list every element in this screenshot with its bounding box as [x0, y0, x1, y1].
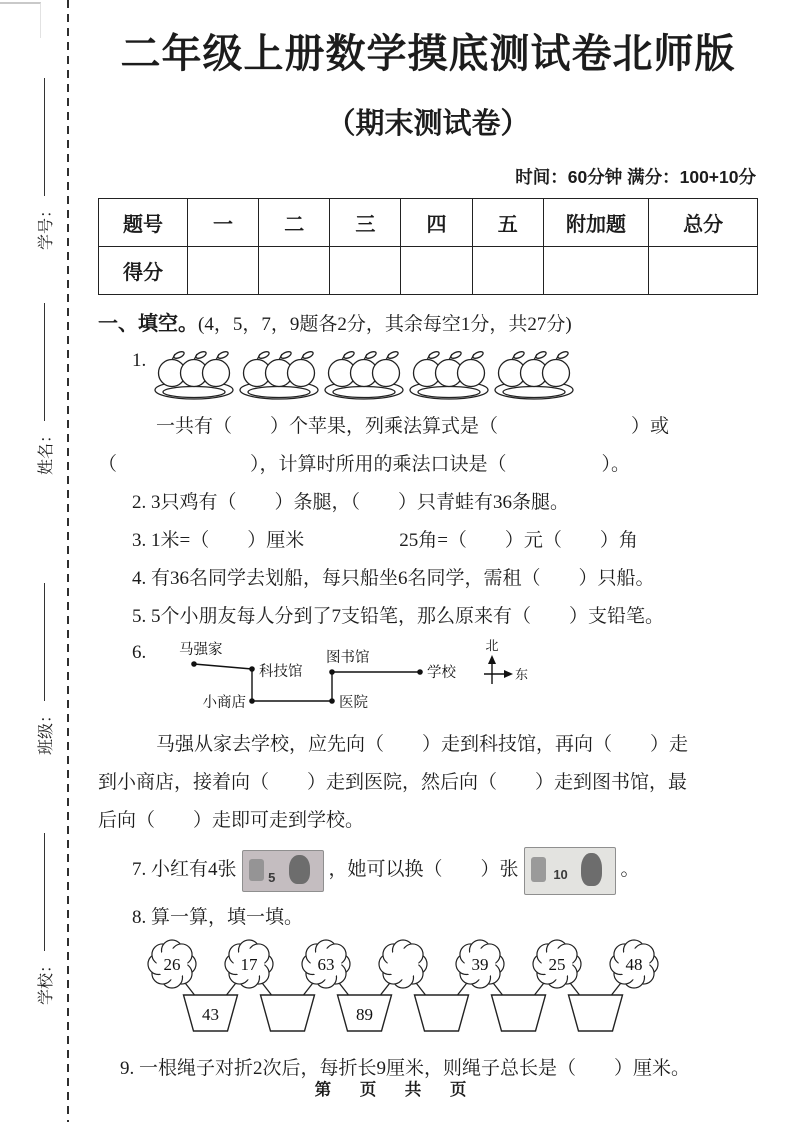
- map-dot-school: [417, 669, 423, 675]
- question-8-label: 8. 算一算，填一填。: [132, 906, 304, 928]
- map-dot-shop: [249, 698, 255, 704]
- banknote-seal: [249, 859, 264, 881]
- basket-number: 89: [356, 1004, 373, 1024]
- banknote-5-yuan: [242, 850, 324, 892]
- margin-field-class: [33, 575, 55, 755]
- question-7-text-2: ，她可以换（ ）张: [328, 859, 519, 880]
- score-row-label: 得分: [99, 247, 188, 295]
- header-part-1: 一: [187, 199, 258, 247]
- flower-number: 25: [548, 954, 566, 974]
- margin-field-school: [33, 825, 55, 1005]
- score-table: [98, 198, 758, 295]
- compass-east-label: 东: [515, 667, 529, 682]
- question-3: 3. 1米=（ ）厘米 25角=（ ）元（ ）角: [132, 530, 638, 551]
- flower-number: 26: [163, 954, 181, 974]
- name-blank-line: [44, 303, 45, 421]
- banknote-seal: [531, 857, 546, 882]
- banknote-portrait: [581, 853, 602, 886]
- score-cell: [401, 247, 472, 295]
- route-map-diagram: [152, 638, 537, 722]
- school-label: 学校：: [37, 956, 55, 1005]
- score-cell: [543, 247, 648, 295]
- flower-row: [148, 940, 658, 988]
- score-table-score-row: [99, 247, 758, 295]
- question-9: 9. 一根绳子对折2次后，每折长9厘米，则绳子总长是（ ）厘米。: [120, 1057, 691, 1079]
- apple-plate: [325, 350, 403, 399]
- section-one-note: (4，5，7，9题各2分，其余每空1分，共27分): [198, 314, 572, 335]
- header-total: 总分: [649, 199, 758, 247]
- margin-field-student-id: [33, 70, 55, 250]
- question-6-line-1: 马强从家去学校，应先向（ ）走到科技馆，再向（ ）走: [156, 734, 689, 755]
- question-6-map-row: [98, 638, 758, 722]
- map-label-library: 图书馆: [326, 650, 370, 666]
- score-cell: [330, 247, 401, 295]
- question-7-text-1: 7. 小红有4张: [132, 859, 237, 880]
- scan-corner-mark: [0, 2, 41, 38]
- banknote-portrait: [289, 855, 310, 884]
- apple-plates-illustration: [152, 346, 577, 404]
- name-label: 姓名：: [37, 426, 55, 475]
- student-id-blank-line: [44, 78, 45, 196]
- page-footer: 第 页 共 页: [314, 1081, 479, 1099]
- score-cell: [472, 247, 543, 295]
- score-table-header-row: [99, 199, 758, 247]
- flower-number: 17: [240, 954, 258, 974]
- flower-number: 63: [317, 954, 335, 974]
- page-subtitle: （期末测试卷）: [326, 108, 530, 140]
- flower-number: 39: [471, 954, 489, 974]
- map-dot-home: [191, 661, 197, 667]
- header-part-3: 三: [330, 199, 401, 247]
- header-question-no: 题号: [99, 199, 188, 247]
- apple-plate: [410, 350, 488, 399]
- binding-dashed-line: [67, 0, 69, 1122]
- page-title: 二年级上册数学摸底测试卷北师版: [120, 32, 736, 76]
- question-2: 2. 3只鸡有（ ）条腿，（ ）只青蛙有36条腿。: [132, 492, 570, 513]
- section-one-title: 一、填空。: [98, 313, 198, 335]
- flower-number: 48: [625, 954, 643, 974]
- map-label-home: 马强家: [179, 642, 223, 658]
- question-4: 4. 有36名同学去划船，每只船坐6名同学，需租（ ）只船。: [132, 568, 655, 589]
- question-1-illustration-row: [98, 346, 758, 404]
- map-label-school: 学校: [427, 665, 457, 681]
- compass-icon: [484, 638, 528, 684]
- header-part-4: 四: [401, 199, 472, 247]
- student-id-label: 学号：: [37, 201, 55, 250]
- apple-plate: [495, 350, 573, 399]
- class-label: 班级：: [37, 706, 55, 755]
- margin-field-name: [33, 295, 55, 475]
- banknote-10-yuan: [524, 847, 616, 895]
- question-6-line-3: 后向（ ）走即可走到学校。: [98, 810, 365, 831]
- question-7-text-3: 。: [620, 859, 640, 880]
- score-cell: [187, 247, 258, 295]
- banknote-denomination: 5: [268, 869, 276, 885]
- compass-north-label: 北: [485, 638, 499, 653]
- class-blank-line: [44, 583, 45, 701]
- question-6-number: 6.: [132, 642, 147, 663]
- question-1-number: 1.: [132, 350, 147, 371]
- basket-number: 43: [202, 1004, 219, 1024]
- question-6-line-2: 到小商店，接着向（ ）走到医院，然后向（ ）走到图书馆，最: [98, 772, 688, 793]
- header-part-5: 五: [472, 199, 543, 247]
- section-one-heading: [98, 309, 758, 340]
- map-label-tech: 科技馆: [259, 664, 303, 680]
- map-dot-tech: [249, 666, 255, 672]
- header-part-2: 二: [259, 199, 330, 247]
- banknote-denomination: 10: [553, 866, 568, 882]
- apple-plate: [240, 350, 318, 399]
- map-dot-library: [329, 669, 335, 675]
- header-bonus: 附加题: [543, 199, 648, 247]
- map-label-shop: 小商店: [202, 695, 247, 711]
- flower-basket-sum-diagram: [142, 937, 687, 1037]
- question-5: 5. 5个小朋友每人分到了7支铅笔，那么原来有（ ）支铅笔。: [132, 606, 665, 627]
- question-1-line-1: 一共有（ ）个苹果，列乘法算式是（ ）或: [156, 416, 670, 437]
- question-7: [98, 846, 758, 895]
- apple-plate: [155, 350, 233, 399]
- score-cell: [259, 247, 330, 295]
- school-blank-line: [44, 833, 45, 951]
- time-score-meta: 时间：60分钟 满分：100+10分: [515, 167, 756, 187]
- basket-row: [184, 995, 623, 1031]
- map-dot-hospital: [329, 698, 335, 704]
- question-1-line-2: （ ），计算时所用的乘法口诀是（ ）。: [98, 454, 631, 475]
- score-cell: [649, 247, 758, 295]
- map-label-hospital: 医院: [339, 695, 369, 711]
